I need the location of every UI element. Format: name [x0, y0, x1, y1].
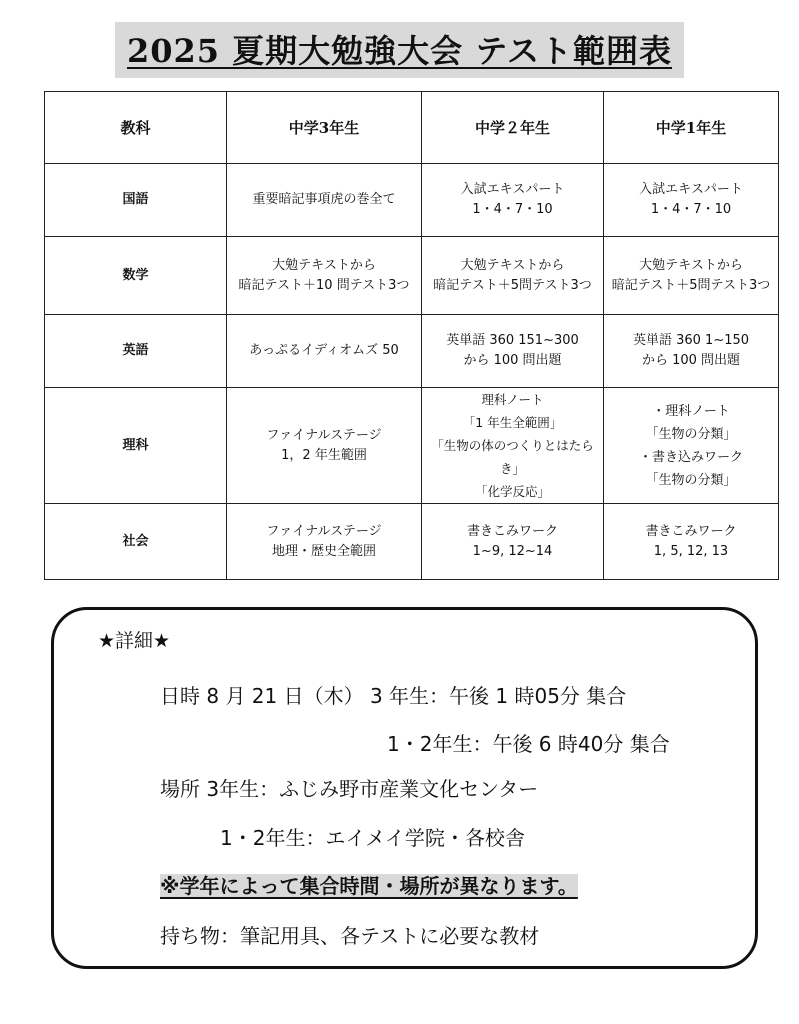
- table-header-row: [45, 92, 779, 164]
- page-title: 2025 夏期大勉強大会 テスト範囲表: [115, 22, 684, 78]
- grade1-cell: 書きこみワーク 1, 5, 12, 13: [604, 504, 779, 580]
- header-grade1: 中学1年生: [604, 92, 779, 164]
- grade1-cell: 英単語 360 1~150 から 100 問出題: [604, 315, 779, 388]
- header-subject: 教科: [45, 92, 227, 164]
- grade2-cell: 英単語 360 151~300 から 100 問出題: [422, 315, 604, 388]
- grade1-cell: 大勉テキストから 暗記テスト＋5問テスト3つ: [604, 237, 779, 315]
- table-row: [45, 315, 779, 388]
- subject-cell: 国語: [45, 164, 227, 237]
- grade2-cell: 理科ノート 「1 年生全範囲」 「生物の体のつくりとはたらき」 「化学反応」: [422, 388, 604, 504]
- notice-highlight: ※学年によって集合時間・場所が異なります。: [160, 874, 578, 898]
- subject-cell: 英語: [45, 315, 227, 388]
- notice-text: [160, 870, 578, 899]
- grade3-cell: ファイナルステージ 地理・歴史全範囲: [227, 504, 422, 580]
- subject-cell: 理科: [45, 388, 227, 504]
- place-line-2: 1・2年生：エイメイ学院・各校舎: [220, 826, 525, 850]
- subject-cell: 数学: [45, 237, 227, 315]
- test-range-table: [44, 91, 779, 580]
- table-row: [45, 164, 779, 237]
- table-row: [45, 504, 779, 580]
- grade3-cell: あっぷるイディオムズ 50: [227, 315, 422, 388]
- table-row: [45, 237, 779, 315]
- details-heading: ★詳細★: [98, 630, 171, 652]
- grade1-cell: ・理科ノート 「生物の分類」 ・書き込みワーク 「生物の分類」: [604, 388, 779, 504]
- grade2-cell: 入試エキスパート 1・4・7・10: [422, 164, 604, 237]
- title-wrap: [0, 22, 799, 78]
- subject-cell: 社会: [45, 504, 227, 580]
- header-grade3: 中学3年生: [227, 92, 422, 164]
- table-row: [45, 388, 779, 504]
- header-grade2: 中学２年生: [422, 92, 604, 164]
- grade1-cell: 入試エキスパート 1・4・7・10: [604, 164, 779, 237]
- grade3-cell: 大勉テキストから 暗記テスト＋10 問テスト3つ: [227, 237, 422, 315]
- datetime-line: 日時 8 月 21 日（木） 3 年生：午後 1 時05分 集合: [160, 684, 627, 708]
- grade2-cell: 大勉テキストから 暗記テスト＋5問テスト3つ: [422, 237, 604, 315]
- datetime-line-2: 1・2年生：午後 6 時40分 集合: [387, 732, 670, 756]
- grade2-cell: 書きこみワーク 1~9, 12~14: [422, 504, 604, 580]
- details-box: [51, 607, 758, 969]
- belongings-line: 持ち物：筆記用具、各テストに必要な教材: [160, 924, 540, 948]
- grade3-cell: ファイナルステージ 1，2 年生範囲: [227, 388, 422, 504]
- grade3-cell: 重要暗記事項虎の巻全て: [227, 164, 422, 237]
- place-line: 場所 3年生：ふじみ野市産業文化センター: [160, 777, 539, 801]
